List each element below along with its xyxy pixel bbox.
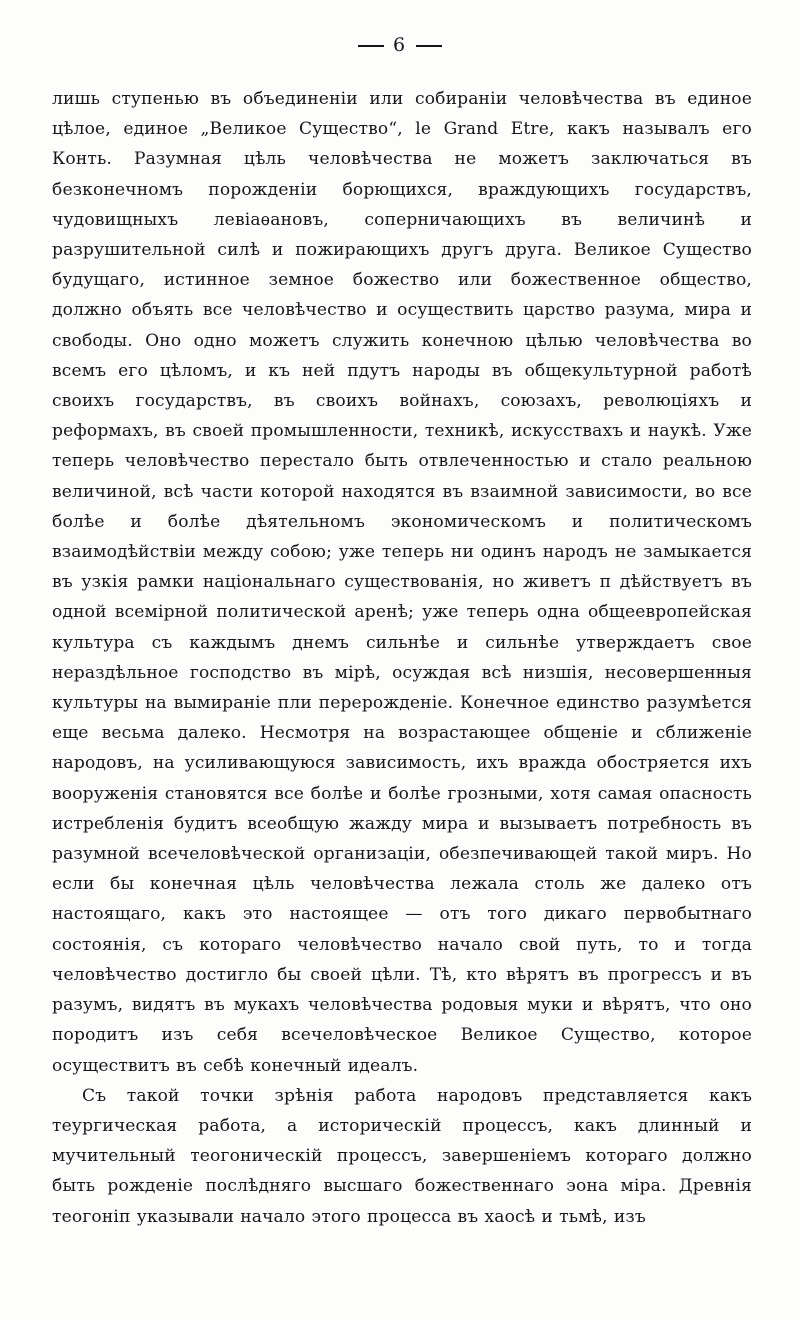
folio-left-dash xyxy=(358,45,384,47)
paragraph: лишь ступенью въ объединеніи или собираніи человѣчества въ единое цѣлое, единое „Великое Существо“, le Grand Etre, какъ называлъ его Конть. Разумная цѣль человѣчества не можетъ заключаться въ безконечномъ порожденіи борющихся, враждующихъ государствъ, чудовищныхъ левіаѳановъ, соперничающихъ въ величинѣ и разрушительной силѣ и пожирающихъ другъ друга. Великое Существо будущаго, истинное земное божество или божественное общество, должно объять все человѣчество и осуществить царство разума, мира и свободы. Оно одно можетъ служить конечною цѣлью человѣчества во всемъ его цѣломъ, и къ ней пдутъ народы въ общекультурной работѣ своихъ государствъ, въ своихъ войнахъ, союзахъ, революціяхъ и реформахъ, въ своей промышленности, техникѣ, искусствахъ и наукѣ. Уже теперь человѣчество перестало быть отвлеченностью и стало реальною величиной, всѣ части которой находятся въ взаимной зависимости, во все болѣе и болѣе дѣятельномъ экономическомъ и политическомъ взаимодѣйствіи между собою; уже теперь ни одинъ народъ не замыкается въ узкія рамки національнаго существованія, но живетъ п дѣйствуетъ въ одной всемірной политической аренѣ; уже теперь одна общеевропейская культура съ каждымъ днемъ сильнѣе и сильнѣе утверждаетъ свое нераздѣльное господство въ мірѣ, осуждая всѣ низшія, несовершенныя культуры на вымираніе пли перерожденіе. Конечное единство разумѣется еще весьма далеко. Несмотря на возрастающее общеніе и сближеніе народовъ, на усиливающуюся зависимость, ихъ вражда обостряется ихъ вооруженія становятся все болѣе и болѣе грозными, хотя самая опасность истребленія будитъ всеобщую жажду мира и вызываетъ потребность въ разумной всечеловѣческой организаціи, обезпечивающей такой миръ. Но если бы конечная цѣль человѣчества лежала столь же далеко отъ настоящаго, какъ это настоящее — отъ того дикаго первобытнаго состоянія, съ котораго человѣчество начало свой путь, то и тогда человѣчество достигло бы своей цѣли. Тѣ, кто вѣрятъ въ прогрессъ и въ разумъ, видятъ въ мукахъ человѣчества родовыя муки и вѣрятъ, что оно породитъ изъ себя всечеловѣческое Великое Существо, которое осуществитъ въ себѣ конечный идеалъ. xyxy=(52,89,752,1076)
paragraph: Съ такой точки зрѣнія работа народовъ представляется какъ теургическая работа, а историческій процессъ, какъ длинный и мучительный теогоническій процессъ, завершеніемъ котораго должно быть рожденіе послѣдняго высшаго божественнаго эона міра. Древнія теогоніп указывали начало этого процесса въ хаосѣ и тьмѣ, изъ xyxy=(52,1085,752,1227)
body-text xyxy=(52,84,752,1232)
folio-right-dash xyxy=(416,45,442,47)
folio-number: 6 xyxy=(392,34,408,56)
page-folio xyxy=(0,34,800,56)
